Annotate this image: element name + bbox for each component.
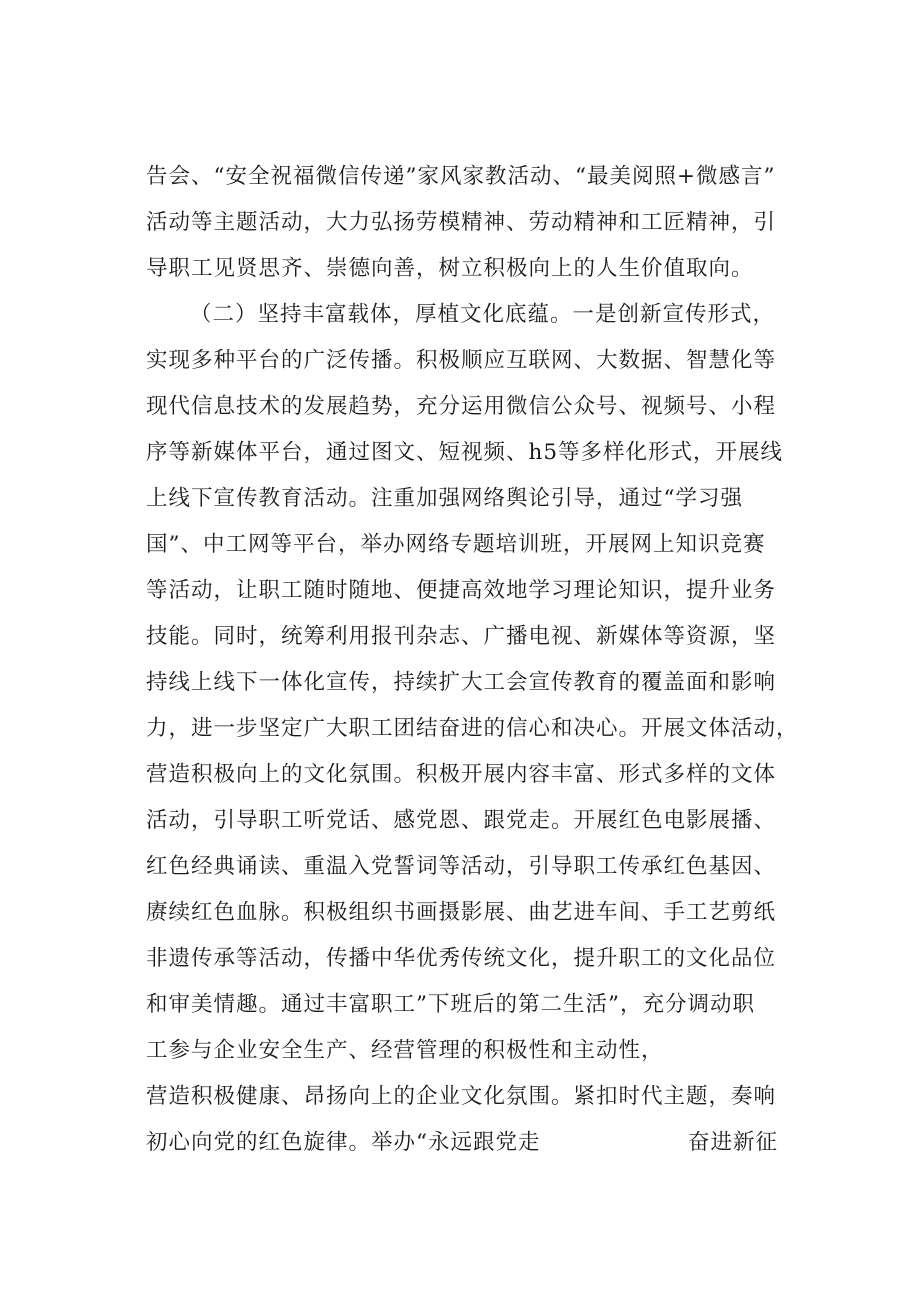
body-text-line: 营造积极健康、昂扬向上的企业文化氛围。紧扣时代主题，奏响 (146, 1084, 777, 1109)
body-text-line: 非遗传承等活动，传播中华优秀传统文化，提升职工的文化品位 (146, 946, 777, 971)
body-text-line: 初心向党的红色旋律。举办“永远跟党走 (146, 1130, 541, 1155)
body-text-line: 现代信息技术的发展趋势，充分运用微信公众号、视频号、小程 (146, 394, 777, 419)
body-text-line: 持线上线下一体化宣传，持续扩大工会宣传教育的覆盖面和影响 (146, 670, 777, 695)
body-text-line: 技能。同时，统筹利用报刊杂志、广播电视、新媒体等资源，坚 (146, 624, 777, 649)
body-text-line: 红色经典诵读、重温入党誓词等活动，引导职工传承红色基因、 (146, 854, 777, 879)
body-text-line: 告会、“安全祝福微信传递”家风家教活动、“最美阅照+微感言” (146, 164, 776, 189)
body-text-line: 等活动，让职工随时随地、便捷高效地学习理论知识，提升业务 (146, 578, 777, 603)
body-text-line: 国”、中工网等平台，举办网络专题培训班，开展网上知识竞赛 (146, 532, 766, 557)
body-text-line: 序等新媒体平台，通过图文、短视频、h5等多样化形式，开展线 (146, 440, 784, 465)
section-heading-line: （二）坚持丰富载体，厚植文化底蕴。一是创新宣传形式， (190, 302, 776, 327)
body-text-line: 活动等主题活动，大力弘扬劳模精神、劳动精神和工匠精神，引 (146, 210, 777, 235)
body-text-line: 力，进一步坚定广大职工团结奋进的信心和决心。开展文体活动， (146, 716, 799, 741)
body-text-line: 实现多种平台的广泛传播。积极顺应互联网、大数据、智慧化等 (146, 348, 777, 373)
body-text-line: 上线下宣传教育活动。注重加强网络舆论引导，通过“学习强 (146, 486, 743, 511)
body-text-line: 和审美情趣。通过丰富职工”下班后的第二生活”，充分调动职 (146, 992, 755, 1017)
body-text-line: 工参与企业安全生产、经营管理的积极性和主动性， (146, 1038, 664, 1063)
body-text-line: 营造积极向上的文化氛围。积极开展内容丰富、形式多样的文体 (146, 762, 777, 787)
body-text-line: 赓续红色血脉。积极组织书画摄影展、曲艺进车间、手工艺剪纸 (146, 900, 777, 925)
body-text-line: 活动，引导职工听党话、感党恩、跟党走。开展红色电影展播、 (146, 808, 777, 833)
trailing-text-fragment: 奋进新征 (688, 1130, 779, 1155)
body-text-line: 导职工见贤思齐、崇德向善，树立积极向上的人生价值取向。 (146, 256, 754, 281)
